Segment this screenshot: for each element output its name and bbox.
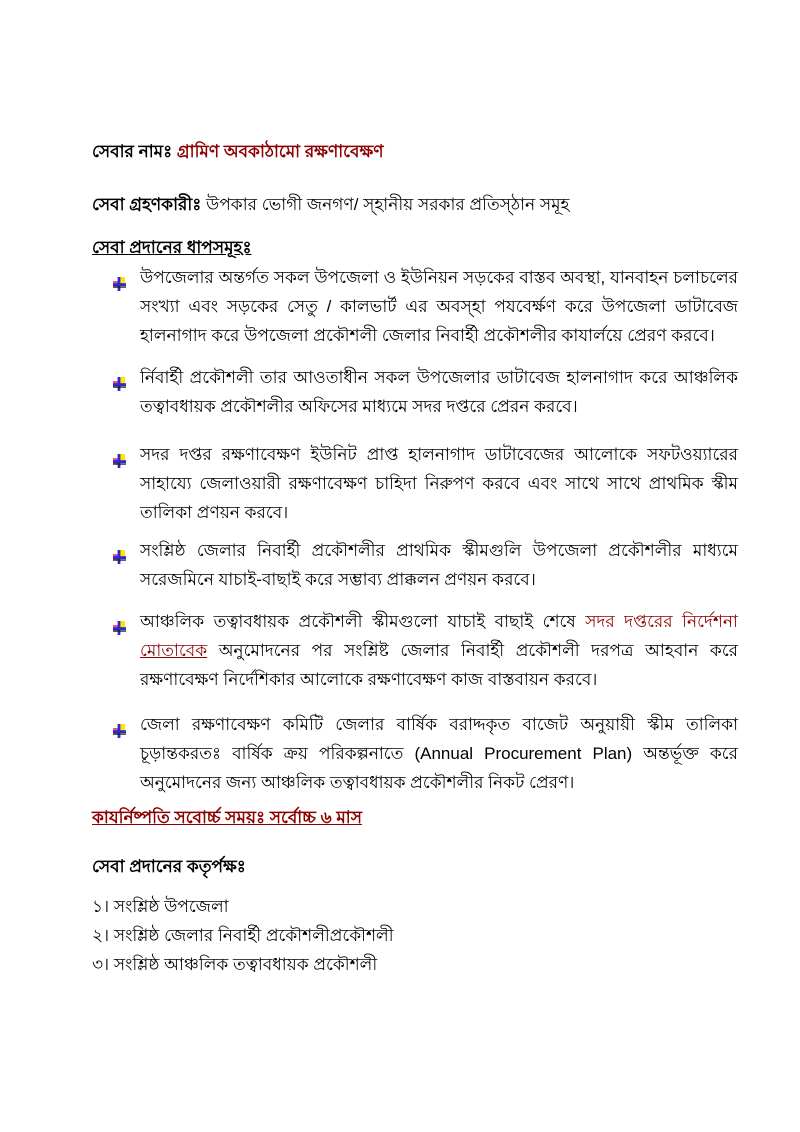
step-text-segment: আঞ্চলিক তত্বাবধায়ক প্রকৌশলী স্কীমগুলো যাচাই বাছাই শেষে — [140, 612, 586, 631]
steps-heading — [92, 236, 738, 259]
step-text: উপজেলার অন্তর্গত সকল উপজেলা ও ইউনিয়ন সড়কের বাস্তব অবস্থা, যানবাহন চলাচলের সংখ্যা এবং সড়কের সেতু / কালভার্ট এর অবস্হা পযবের্ক্ষণ করে উপজেলা ডাটাবেজ হালনাগাদ করে উপজেলা প্রকৌশলী জেলার নিবার্হী প্রকৌশলীর কাযার্লয়ে প্রেরণ করবে। — [140, 268, 738, 345]
authority-item-1: ১। সংশ্লিষ্ঠ উপজেলা — [92, 897, 229, 916]
service-recipient-value: উপকার ভোগী জনগণ/ স্হানীয় সরকার প্রতিস্ঠান সমূহ — [206, 195, 570, 214]
step-text-segment: অনুমোদনের পর সংশ্লিষ্ট জেলার নিবার্হী প্রকৌশলী দরপত্র আহবান করে রক্ষণাবেক্ষণ নির্দেশিকার আলোকে রক্ষণাবেক্ষণ কাজ বাস্তবায়ন করবে। — [140, 641, 738, 689]
step-text: সদর দপ্তর রক্ষণাবেক্ষণ ইউনিট প্রাপ্ত হালনাগাদ ডাটাবেজের আলোকে সফটওয়্যারের সাহায্যে জেলাওয়ারী রক্ষণাবেক্ষণ চাহিদা নিরুপণ করবে এবং সাথে সাথে প্রাথমিক স্কীম তালিকা প্রণয়ন করবে। — [140, 445, 738, 522]
step-text-red-segment: সদর দপ্তরের নির্দেশনা — [585, 612, 738, 631]
processing-time-heading — [92, 806, 738, 830]
authority-item-3: ৩। সংশ্লিষ্ঠ আঞ্চলিক তত্বাবধায়ক প্রকৌশলী — [92, 955, 378, 974]
multicolor-arrow-bullet-icon — [113, 271, 126, 285]
service-step-2 — [113, 363, 738, 421]
step-text: র্নিবার্হী প্রকৌশলী তার আওতাধীন সকল উপজেলার ডাটাবেজ হালনাগাদ করে আঞ্চলিক তত্বাবধায়ক প্রকৌশলীর অফিসের মাধ্যমে সদর দপ্তরে প্রেরন করবে। — [140, 368, 738, 416]
service-step-6 — [113, 710, 738, 797]
service-name-line — [92, 140, 738, 163]
multicolor-arrow-bullet-icon — [113, 718, 126, 732]
step-text: জেলা রক্ষণাবেক্ষণ কমিটি জেলার বার্ষিক বরাদ্দকৃত বাজেট অনুয়ায়ী স্কীম তালিকা চূড়ান্তকরতঃ বার্ষিক ক্রয় পরিকল্পনাতে (Annual Procurement Plan) অন্তর্ভূক্ত করে অনুমোদনের জন্য আঞ্চলিক তত্বাবধায়ক প্রকৌশলীর নিকট প্রেরণ। — [140, 715, 738, 792]
authority-list — [92, 892, 738, 979]
service-recipient-label: সেবা গ্রহণকারীঃ — [92, 195, 207, 214]
processing-time-heading-text: কাযর্নিষ্পতি সবোর্চ্চ সময়ঃ সর্বোচ্চ ৬ মাস — [92, 808, 362, 827]
service-name-label: সেবার নামঃ — [92, 142, 177, 161]
authority-heading: সেবা প্রদানের কতৃর্পক্ষঃ — [92, 857, 246, 876]
service-name-value: গ্রামিণ অবকাঠামো রক্ষণাবেক্ষণ — [176, 142, 384, 161]
service-steps-list — [113, 263, 738, 797]
multicolor-arrow-bullet-icon — [113, 544, 126, 558]
steps-heading-text: সেবা প্রদানের ধাপসমূহঃ — [92, 238, 252, 257]
step-text — [140, 612, 738, 689]
service-step-5 — [113, 607, 738, 694]
service-recipient-line — [92, 193, 738, 216]
step-text: সংশ্লিষ্ঠ জেলার নিবার্হী প্রকৌশলীর প্রাথমিক স্কীমগুলি উপজেলা প্রকৌশলীর মাধ্যমে সরেজমিনে যাচাই-বাছাই করে সম্ভাব্য প্রাক্কলন প্রণয়ন করবে। — [140, 541, 738, 589]
document-content — [92, 140, 738, 979]
step-text-red-underlined-segment: মোতাবেক — [140, 641, 208, 660]
service-step-3 — [113, 440, 738, 527]
service-step-1 — [113, 263, 738, 350]
multicolor-arrow-bullet-icon — [113, 448, 126, 462]
multicolor-arrow-bullet-icon — [113, 371, 126, 385]
authority-item-2: ২। সংশ্লিষ্ঠ জেলার নিবার্হী প্রকৌশলীপ্রকৌশলী — [92, 926, 394, 945]
multicolor-arrow-bullet-icon — [113, 615, 126, 629]
service-step-4 — [113, 536, 738, 594]
